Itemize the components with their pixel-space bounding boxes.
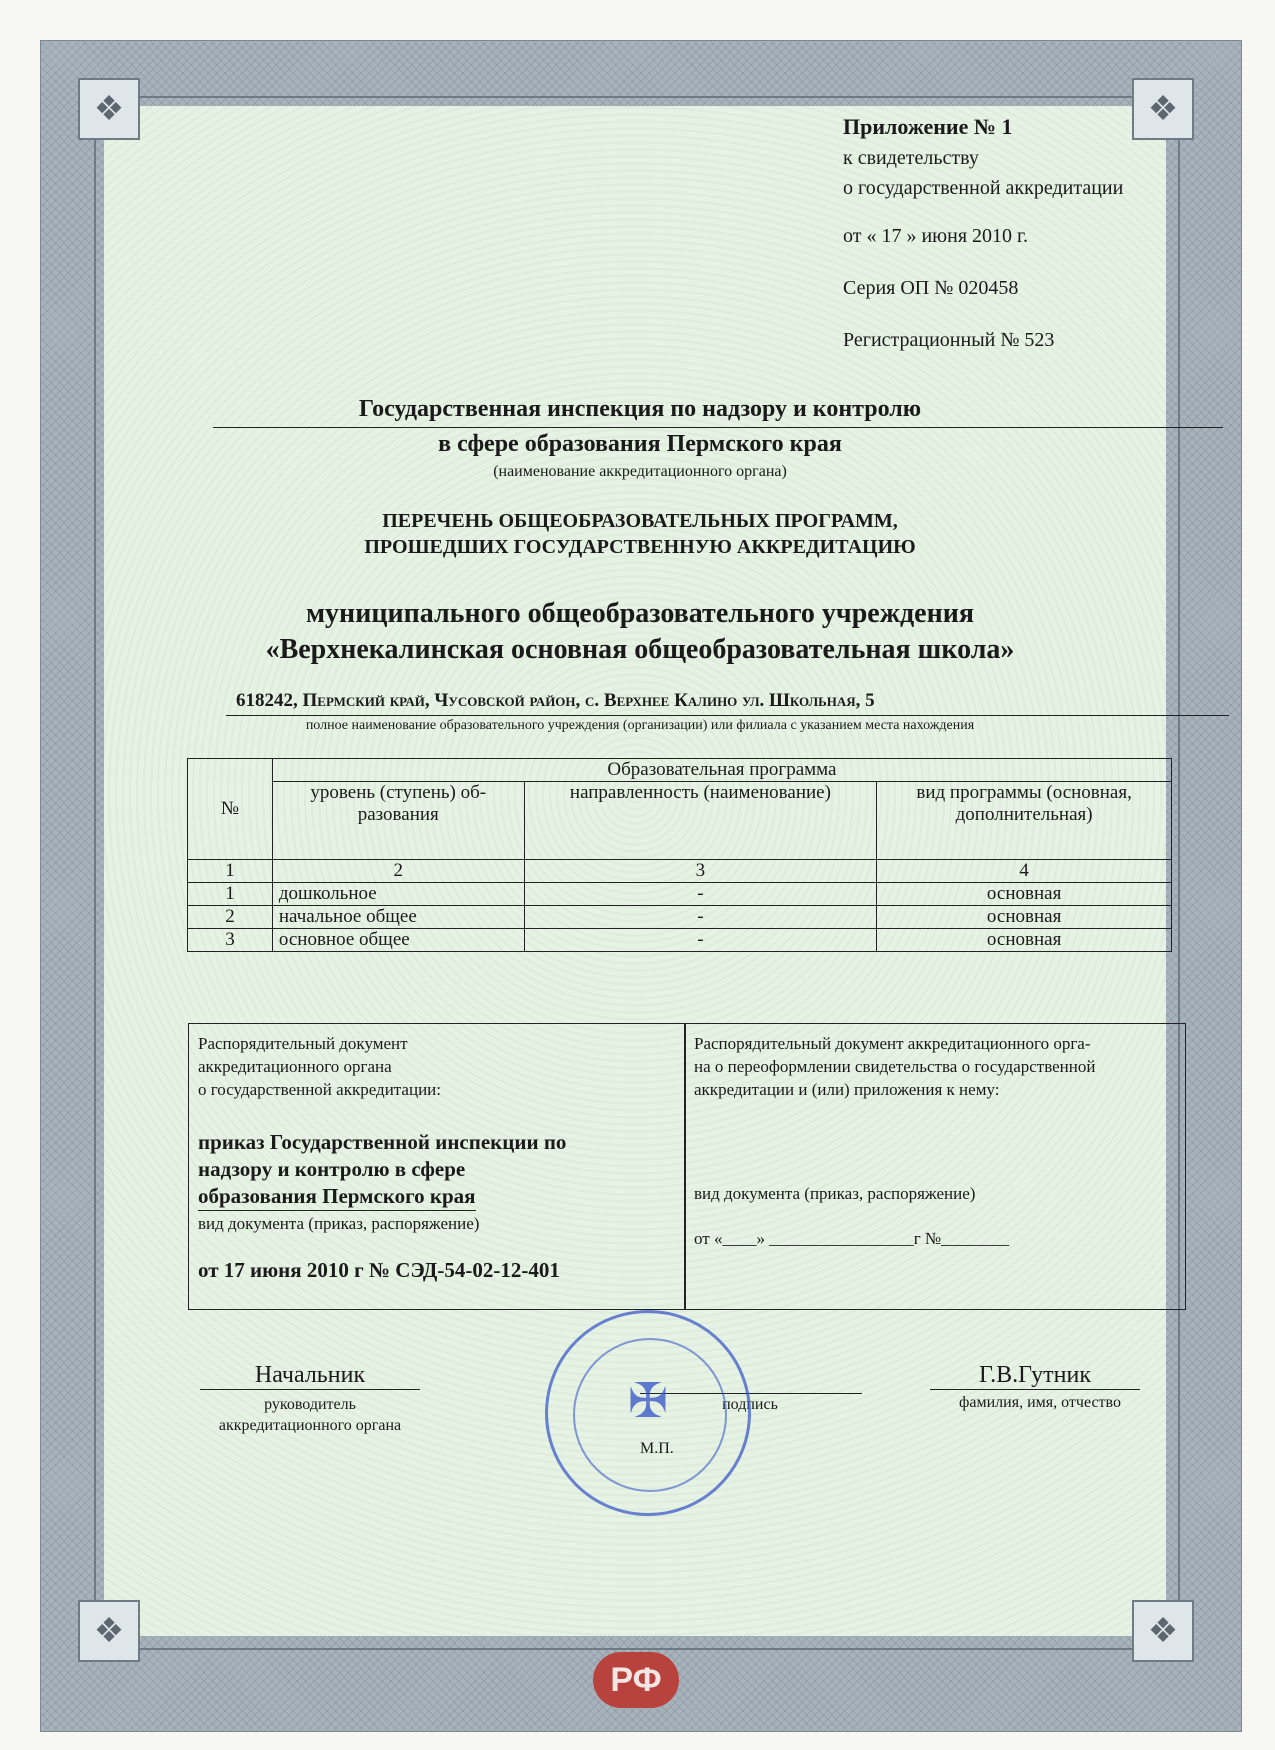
position-caption-line1: руководитель (264, 1396, 356, 1413)
header-num: № (188, 759, 273, 860)
index-cell: 2 (272, 860, 524, 883)
table-row (188, 929, 1172, 952)
row-level: дошкольное (272, 883, 524, 906)
doc-left-label3: о государственной аккредитации: (198, 1080, 441, 1099)
row-num: 1 (188, 883, 273, 906)
doc-right-label3: аккредитации и (или) приложения к нему: (694, 1080, 1000, 1099)
annex-line2: о государственной аккредитации (843, 177, 1124, 199)
doc-left-order2: надзору и контролю в сфере (198, 1157, 466, 1181)
row-num: 2 (188, 906, 273, 929)
annex-title: Приложение № 1 (843, 114, 1013, 139)
doc-left-label1: Распорядительный документ (198, 1034, 408, 1053)
doc-right-label2: на о переоформлении свидетельства о государственной (694, 1057, 1096, 1076)
eagle-emblem-icon: ✠ (627, 1375, 669, 1428)
header-type: вид программы (основная, дополнительная) (877, 782, 1172, 860)
list-title-line2: ПРОШЕДШИХ ГОСУДАРСТВЕННУЮ АККРЕДИТАЦИЮ (364, 536, 916, 558)
doc-right-date-line: от «____» _________________г №________ (694, 1229, 1010, 1248)
authority-line1: Государственная инспекция по надзору и контролю (358, 396, 922, 422)
authority-line2: в сфере образования Пермского края (438, 431, 842, 457)
signature-caption: подпись (722, 1396, 778, 1413)
list-title-line1: ПЕРЕЧЕНЬ ОБЩЕОБРАЗОВАТЕЛЬНЫХ ПРОГРАММ, (382, 510, 898, 532)
doc-right-kind: вид документа (приказ, распоряжение) (694, 1184, 976, 1203)
signer-name: Г.В.Гутник (930, 1362, 1140, 1390)
row-num: 3 (188, 929, 273, 952)
doc-left-order1: приказ Государственной инспекции по (198, 1130, 567, 1154)
annex-series: Серия ОП № 020458 (843, 277, 1019, 299)
corner-ornament-icon: ❖ (78, 1600, 140, 1662)
signer-position: Начальник (200, 1362, 420, 1390)
rf-emblem-icon: РФ (593, 1652, 679, 1708)
annex-line1: к свидетельству (843, 147, 979, 169)
signer-position-caption (190, 1394, 430, 1436)
header-program-group: Образовательная программа (272, 759, 1171, 782)
corner-ornament-icon: ❖ (78, 78, 140, 140)
doc-left-kind: вид документа (приказ, распоряжение) (198, 1214, 480, 1233)
doc-left-order3: образования Пермского края (198, 1183, 476, 1211)
annex-date: от « 17 » июня 2010 г. (843, 225, 1028, 247)
official-seal (545, 1310, 751, 1516)
corner-ornament-icon: ❖ (1132, 1600, 1194, 1662)
corner-ornament-icon: ❖ (1132, 78, 1194, 140)
institution-line1: муниципального общеобразовательного учреждения (305, 598, 975, 629)
header-level: уровень (ступень) об-разования (272, 782, 524, 860)
row-direction: - (524, 929, 877, 952)
index-cell: 4 (877, 860, 1172, 883)
row-type: основная (877, 883, 1172, 906)
index-cell: 3 (524, 860, 877, 883)
row-direction: - (524, 883, 877, 906)
row-level: основное общее (272, 929, 524, 952)
table-row (188, 883, 1172, 906)
institution-line2: «Верхнекалинская основная общеобразовательная школа» (265, 634, 1015, 665)
annex-block (843, 112, 1173, 355)
row-direction: - (524, 906, 877, 929)
programs-table (187, 758, 1172, 952)
address-underline (226, 715, 1229, 716)
index-cell: 1 (188, 860, 273, 883)
header-direction: направленность (наименование) (524, 782, 877, 860)
row-level: начальное общее (272, 906, 524, 929)
position-caption-line2: аккредитационного органа (218, 1417, 402, 1434)
doc-right-label1: Распорядительный документ аккредитационного орга- (694, 1034, 1091, 1053)
row-type: основная (877, 929, 1172, 952)
doc-left-number: от 17 июня 2010 г № СЭД-54-02-12-401 (198, 1258, 560, 1282)
authority-underline (213, 427, 1223, 428)
row-type: основная (877, 906, 1172, 929)
institution-address: 618242, Пермский край, Чусовской район, с. Верхнее Калино ул. Школьная, 5 (236, 690, 875, 711)
doc-left-box (188, 1023, 686, 1310)
stamp-place: М.П. (640, 1440, 674, 1457)
doc-left-label2: аккредитационного органа (198, 1057, 392, 1076)
institution-caption: полное наименование образовательного учреждения (организации) или филиала с указанием места нахождения (305, 718, 975, 733)
signer-name-caption: фамилия, имя, отчество (959, 1394, 1121, 1411)
annex-reg-number: Регистрационный № 523 (843, 329, 1055, 351)
table-row (188, 906, 1172, 929)
doc-right-box (684, 1023, 1186, 1310)
authority-caption: (наименование аккредитационного органа) (493, 463, 787, 480)
